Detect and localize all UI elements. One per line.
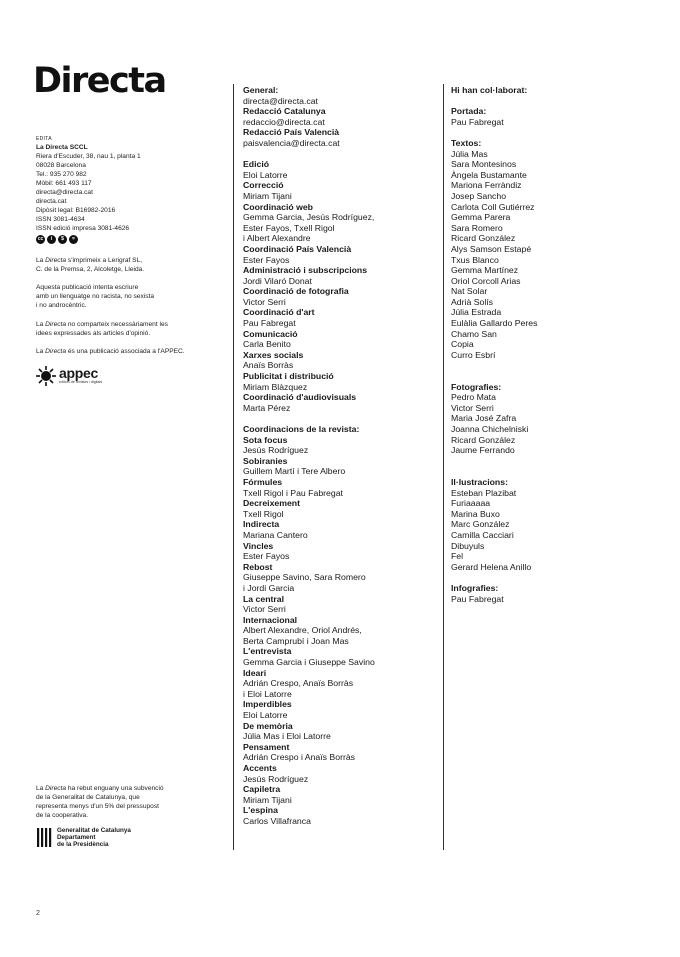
text-line: directa@directa.cat bbox=[36, 189, 93, 196]
credit-name: Oriol Corcoll Arias bbox=[451, 275, 521, 286]
credit-name: Júlia Mas bbox=[451, 148, 488, 159]
section-heading: Indirecta bbox=[243, 519, 280, 530]
section-heading: Redacció Catalunya bbox=[243, 106, 326, 117]
by-icon: i bbox=[47, 235, 56, 244]
credit-name: Miriam Tijani bbox=[243, 190, 292, 201]
credit-name: Camilla Cacciari bbox=[451, 529, 514, 540]
credit-name: Gerard Helena Anillo bbox=[451, 561, 532, 572]
credit-name: Chamo San bbox=[451, 328, 497, 339]
credit-name: Guillem Martí i Tere Albero bbox=[243, 466, 346, 477]
text-line: de la Generalitat de Catalunya, que bbox=[36, 794, 140, 801]
credit-name: Marta Pérez bbox=[243, 402, 291, 413]
column-divider-left bbox=[233, 84, 234, 850]
directa-logo: Directa bbox=[33, 61, 166, 101]
page-number: 2 bbox=[36, 910, 40, 917]
credit-name: Jesús Rodríguez bbox=[243, 445, 309, 456]
spacer bbox=[451, 466, 651, 477]
credit-name: Gemma Garcia, Jesús Rodríguez, bbox=[243, 212, 375, 223]
credit-name: Carla Benito bbox=[243, 339, 291, 350]
credit-name: redaccio@directa.cat bbox=[243, 116, 325, 127]
text-line: amb un llenguatge no racista, no sexista bbox=[36, 293, 155, 300]
credit-name: Gemma Martínez bbox=[451, 265, 519, 276]
section-heading: Capiletra bbox=[243, 784, 281, 795]
credit-name: Pau Fabregat bbox=[243, 318, 296, 329]
credit-name: Fel bbox=[451, 551, 464, 562]
section-heading: Coordinació d'art bbox=[243, 307, 315, 318]
section-heading: Sota focus bbox=[243, 434, 288, 445]
credit-name: Carlos Villafranca bbox=[243, 815, 311, 826]
section-heading: Comunicació bbox=[243, 328, 298, 339]
text-line: Tel.: 935 270 982 bbox=[36, 171, 87, 178]
credit-name: Furiaaaaa bbox=[451, 498, 491, 509]
credit-name: Mariona Ferràndiz bbox=[451, 180, 522, 191]
text-line: i no androcèntric. bbox=[36, 302, 87, 309]
credit-name: Marina Buxo bbox=[451, 508, 500, 519]
credit-name: Carlota Coll Gutiérrez bbox=[451, 201, 535, 212]
credit-name: Esteban Plazibat bbox=[451, 487, 517, 498]
text-line: Mòbil: 661 493 117 bbox=[36, 180, 92, 187]
text-line: ISSN 3081-4634 bbox=[36, 216, 85, 223]
section-heading: Coordinació de fotografia bbox=[243, 286, 349, 297]
credit-name: Sara Montesinos bbox=[451, 159, 517, 170]
section-heading: Ideari bbox=[243, 667, 267, 678]
credit-name: i Albert Alexandre bbox=[243, 233, 311, 244]
credit-name: Txus Blanco bbox=[451, 254, 499, 265]
text-line: de la cooperativa. bbox=[36, 812, 89, 819]
section-heading: Infografies: bbox=[451, 582, 499, 593]
credit-name: i Jordi Garcia bbox=[243, 582, 295, 593]
generalitat-mark-icon bbox=[36, 826, 54, 848]
text-line: Riera d'Escuder, 38, nau 1, planta 1 bbox=[36, 153, 141, 160]
section-heading: Internacional bbox=[243, 614, 298, 625]
publisher-name: La Directa SCCL bbox=[36, 144, 88, 151]
section-heading: Hi han col·laborat: bbox=[451, 85, 528, 95]
credit-name: Victor Serri bbox=[451, 402, 494, 413]
credit-name: Ricard González bbox=[451, 233, 516, 244]
credit-name: i Eloi Latorre bbox=[243, 688, 292, 699]
credit-name: Josep Sancho bbox=[451, 190, 507, 201]
section-heading: Coordinació País Valencià bbox=[243, 243, 352, 254]
section-heading: L'espina bbox=[243, 805, 278, 816]
credit-name: Dibuyuls bbox=[451, 540, 485, 551]
section-heading: Il·lustracions: bbox=[451, 476, 508, 487]
text-line: Dipòsit legal: B16982-2016 bbox=[36, 207, 116, 214]
text-line: representa menys d'un 5% del pressupost bbox=[36, 803, 159, 810]
language-note bbox=[36, 283, 216, 310]
credit-name: Júlia Mas i Eloi Latorre bbox=[243, 731, 331, 742]
section-heading: De memòria bbox=[243, 720, 293, 731]
credit-name: Victor Serri bbox=[243, 296, 286, 307]
section-heading: Publicitat i distribució bbox=[243, 371, 334, 382]
appec-name: appec bbox=[59, 365, 98, 381]
credit-name: Albert Alexandre, Oriol Andrés, bbox=[243, 625, 362, 636]
credit-name: Alys Samson Estapé bbox=[451, 243, 532, 254]
credit-name: Júlia Estrada bbox=[451, 307, 502, 318]
credit-name: Pau Fabregat bbox=[451, 593, 504, 604]
spacer bbox=[451, 96, 651, 107]
spacer bbox=[451, 127, 651, 138]
credit-name: Ester Fayos bbox=[243, 551, 290, 562]
spacer bbox=[451, 360, 651, 371]
text-line: Departament bbox=[57, 833, 96, 841]
opinion-note: La Directa no comparteix necessàriament les idees expressades als articles d'opinió. bbox=[36, 321, 168, 337]
section-heading: General: bbox=[243, 85, 279, 95]
credit-name: Ester Fayos bbox=[243, 254, 290, 265]
credit-name: Pedro Mata bbox=[451, 392, 496, 403]
credit-name: Jaume Ferrando bbox=[451, 445, 515, 456]
section-heading: Sobiranies bbox=[243, 455, 288, 466]
credit-name: Txell Rigol bbox=[243, 508, 284, 519]
section-heading: Redacció País Valencià bbox=[243, 127, 340, 138]
text-line: 08028 Barcelona bbox=[36, 162, 86, 169]
section-heading: Accents bbox=[243, 763, 277, 773]
section-heading: Correcció bbox=[243, 180, 284, 191]
spacer bbox=[451, 572, 651, 583]
credit-name: Mariana Cantero bbox=[243, 529, 308, 540]
credit-name: Àngela Bustamante bbox=[451, 169, 527, 180]
section-heading: Portada: bbox=[451, 106, 487, 117]
edita-label: EDITA bbox=[36, 136, 52, 142]
contributors-column bbox=[451, 85, 651, 604]
section-heading: Fórmules bbox=[243, 476, 283, 487]
section-heading: Fotografies: bbox=[451, 381, 502, 392]
credit-name: Eloi Latorre bbox=[243, 169, 288, 180]
publisher-lines bbox=[36, 152, 216, 233]
section-heading: Decreixement bbox=[243, 498, 300, 509]
section-heading: Coordinació web bbox=[243, 201, 313, 212]
text-line: directa.cat bbox=[36, 198, 67, 205]
section-heading: Pensament bbox=[243, 741, 290, 752]
publisher-info bbox=[36, 135, 216, 244]
credit-name: Adrián Crespo, Anaïs Borràs bbox=[243, 678, 354, 689]
credit-name: Jesús Rodríguez bbox=[243, 773, 309, 784]
spacer bbox=[243, 413, 438, 424]
appec-logo bbox=[36, 366, 102, 386]
credit-name: Adrián Crespo i Anaïs Borràs bbox=[243, 752, 356, 763]
appec-subtitle: editors de revistes i digitals bbox=[59, 380, 103, 384]
credit-name: Ester Fayos, Txell Rigol bbox=[243, 222, 335, 233]
section-heading: Administració i subscripcions bbox=[243, 265, 368, 276]
credit-name: Txell Rigol i Pau Fabregat bbox=[243, 487, 343, 498]
text-line: ISSN edició impresa 3081-4626 bbox=[36, 225, 130, 232]
credit-name: Eloi Latorre bbox=[243, 710, 288, 721]
section-heading: La central bbox=[243, 593, 285, 604]
text-line: Aquesta publicació intenta escriure bbox=[36, 284, 139, 291]
column-divider-right bbox=[443, 84, 444, 850]
credit-name: Curro Esbrí bbox=[451, 349, 496, 360]
section-heading: Textos: bbox=[451, 137, 482, 148]
credit-name: Miriam Tijani bbox=[243, 794, 292, 805]
credit-name: paisvalencia@directa.cat bbox=[243, 137, 340, 148]
print-note: La Directa s'imprimeix a Lerigraf SL, C. de la Premsa, 2, Alcoletge, Lleida. bbox=[36, 257, 145, 273]
credit-name: Eulàlia Gallardo Peres bbox=[451, 318, 538, 329]
cc-icon: cc bbox=[37, 236, 44, 242]
subsidy-note: La Directa ha rebut enguany una subvenció de la Generalitat de Catalunya, que representa menys d'un 5% del pressupost de la cooperativa. bbox=[36, 784, 216, 820]
spacer bbox=[451, 456, 651, 467]
text-line: de la Presidència bbox=[57, 840, 109, 848]
credit-name: Miriam Blàzquez bbox=[243, 381, 308, 392]
license-icons bbox=[36, 235, 216, 244]
credit-name: Gemma Garcia i Giuseppe Savino bbox=[243, 657, 375, 668]
credit-name: Sara Romero bbox=[451, 222, 503, 233]
credit-name: Berta Camprubí i Joan Mas bbox=[243, 635, 349, 646]
nc-icon: $ bbox=[58, 235, 67, 244]
section-heading: Vincles bbox=[243, 540, 274, 551]
credit-name: Joanna Chichelniski bbox=[451, 424, 529, 434]
credit-name: Pau Fabregat bbox=[451, 116, 504, 127]
section-heading: Coordinacions de la revista: bbox=[243, 424, 360, 434]
appec-star-icon bbox=[36, 366, 56, 386]
generalitat-text bbox=[57, 827, 131, 848]
appec-note: La Directa és una publicació associada a l'APPEC. bbox=[36, 348, 185, 355]
section-heading: Rebost bbox=[243, 561, 273, 572]
section-heading: L'entrevista bbox=[243, 646, 292, 657]
credit-name: Maria José Zafra bbox=[451, 413, 517, 424]
credit-name: Copia bbox=[451, 339, 474, 350]
credit-name: Ricard González bbox=[451, 434, 516, 445]
section-heading: Coordinació d'audiovisuals bbox=[243, 392, 357, 403]
credit-name: Gemma Parera bbox=[451, 212, 511, 223]
staff-credits-column bbox=[243, 85, 438, 827]
credit-name: Adrià Solís bbox=[451, 296, 494, 307]
spacer bbox=[451, 371, 651, 382]
text-line: Generalitat de Catalunya bbox=[57, 826, 131, 834]
credit-name: Victor Serri bbox=[243, 604, 286, 615]
credit-name: directa@directa.cat bbox=[243, 95, 318, 106]
section-heading: Edició bbox=[243, 159, 270, 170]
credit-name: Jordi Vilaró Donat bbox=[243, 275, 312, 286]
spacer bbox=[243, 149, 438, 160]
section-heading: Imperdibles bbox=[243, 699, 292, 710]
generalitat-logo bbox=[36, 826, 131, 848]
credit-name: Anaïs Borràs bbox=[243, 360, 294, 371]
sa-icon: = bbox=[69, 235, 78, 244]
credit-name: Giuseppe Savino, Sara Romero bbox=[243, 572, 366, 583]
credit-name: Marc González bbox=[451, 519, 510, 530]
credit-name: Nat Solar bbox=[451, 286, 488, 297]
section-heading: Xarxes socials bbox=[243, 349, 304, 360]
